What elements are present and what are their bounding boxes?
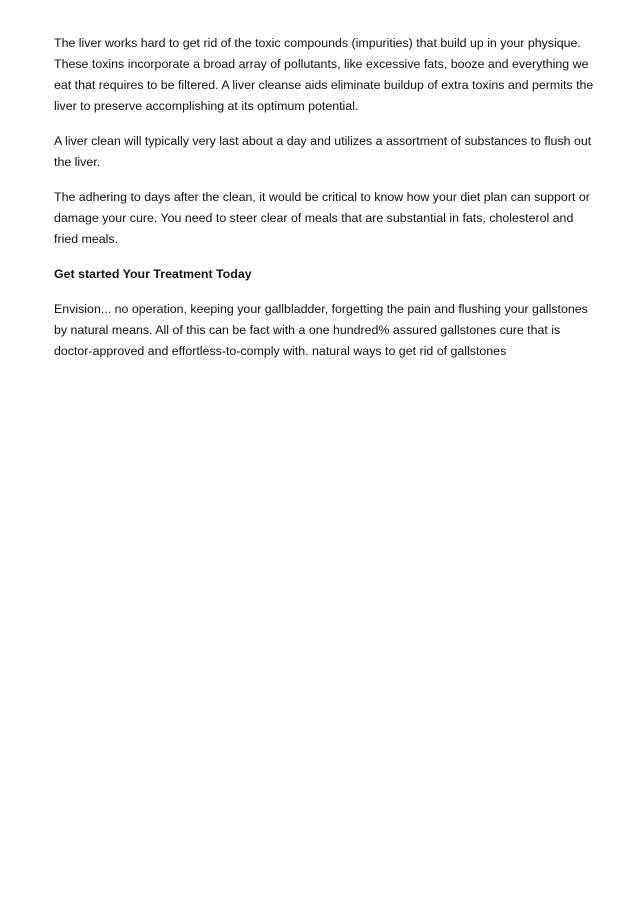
paragraph-liver-toxins: The liver works hard to get rid of the toxic compounds (impurities) that build up in your physique. These toxins incorporate a broad array of pollutants, like excessive fats, booze and everything we eat that requires to be filtered. A liver cleanse aids eliminate buildup of extra toxins and permits the liver to preserve accomplishing at its optimum potential. — [54, 36, 594, 113]
paragraph-diet-after-clean: The adhering to days after the clean, it would be critical to know how your diet plan can support or damage your cure. You need to steer clear of meals that are substantial in fats, cholesterol and fried meals. — [54, 190, 590, 246]
document-body — [54, 33, 594, 376]
section-heading: Get started Your Treatment Today — [54, 267, 252, 281]
paragraph-liver-clean-duration: A liver clean will typically very last about a day and utilizes a assortment of substances to flush out the liver. — [54, 134, 592, 169]
paragraph-gallstones-cure: Envision... no operation, keeping your gallbladder, forgetting the pain and flushing your gallstones by natural means. All of this can be fact with a one hundred% assured gallstones cure that is doctor-approved and effortless-to-comply with. natural ways to get rid of gallstones — [54, 302, 588, 358]
